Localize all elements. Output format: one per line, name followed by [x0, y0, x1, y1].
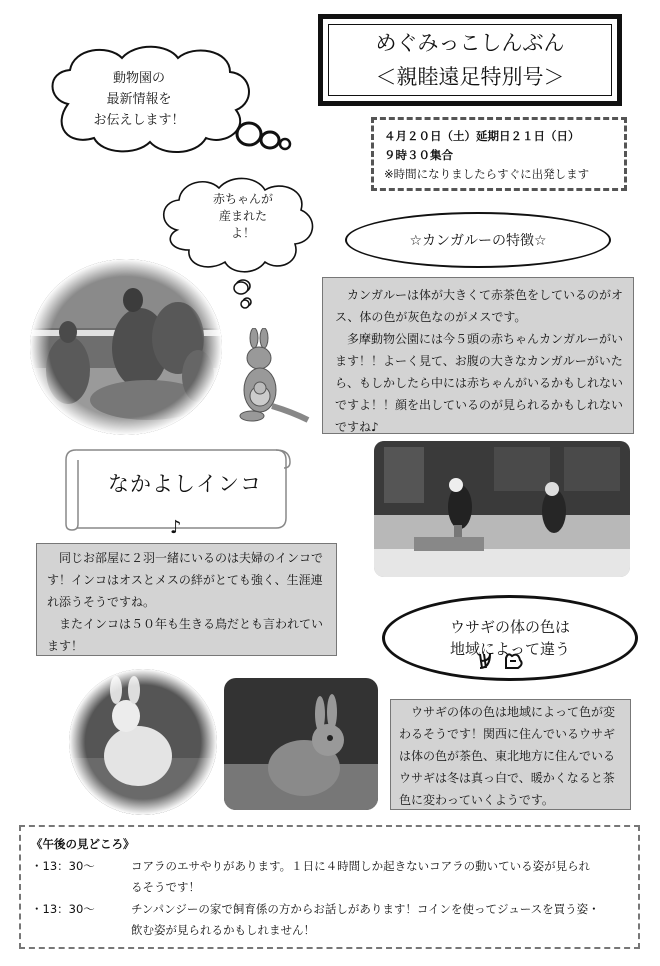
schedule-gather-time: ９時３０集合	[384, 148, 453, 162]
baby-line-2: 産まれた	[218, 209, 267, 223]
afternoon-item-1	[31, 856, 628, 878]
rabbit-emoji-icon	[476, 650, 526, 672]
kangaroo-heading: ☆カンガルーの特徴☆	[409, 233, 547, 249]
title-inner-frame	[328, 24, 612, 96]
rabbit-photo-white	[68, 668, 218, 816]
kangaroo-cartoon-icon	[232, 328, 310, 428]
baby-cloud-text	[195, 191, 291, 242]
newsletter-title-box	[318, 14, 622, 106]
baby-line-1: 赤ちゃんが	[212, 192, 273, 206]
intro-cloud-text	[64, 68, 214, 131]
afternoon-item-2-text: チンパンジーの家で飼育係の方からお話しがあります！コインを使ってジュースを買う姿・	[131, 901, 600, 916]
rabbit-heading-line-1: ウサギの体の色は	[449, 618, 570, 636]
rabbit-heading-line-2: 地域によって違う	[449, 640, 570, 658]
kangaroo-paragraph-1: カンガルーは体が大きくて赤茶色をしているのがオス、体の色が灰色なのがメスです。	[335, 288, 624, 324]
parrot-photo	[374, 441, 630, 577]
parrot-text-box	[36, 543, 337, 656]
baby-line-3: よ！	[230, 226, 255, 240]
thought-bubble-dots-icon	[230, 281, 260, 311]
newsletter-subtitle: ＜親睦遠足特別号＞	[375, 65, 565, 89]
parrot-heading: なかよしインコ	[108, 472, 262, 496]
kangaroo-text-box	[322, 277, 634, 434]
afternoon-heading: 《午後の見どころ》	[31, 837, 135, 851]
kangaroo-paragraph-2: 多摩動物公園には今５頭の赤ちゃんカンガルーがいます！！よーく見て、お腹の大きなカンガルーがいたら、もしかしたら中には赤ちゃんがいるかもしれないですよ！！顔を出しているのが見られるかもしれないですね♪	[335, 332, 624, 434]
intro-line-1: 動物園の	[112, 71, 165, 86]
afternoon-item-1-time: ・13：30～	[31, 858, 95, 873]
schedule-note: ※時間になりましたらすぐに出発します	[384, 167, 590, 181]
schedule-box	[371, 117, 627, 191]
afternoon-item-1-text: コアラのエサやりがあります。１日に４時間しか起きないコアラの動いている姿が見られ	[131, 858, 591, 873]
afternoon-item-1-text-cont: るそうです！	[131, 880, 200, 894]
music-note-icon: ♪	[170, 517, 182, 538]
parrot-paragraph-2: またインコは５０年も生きる鳥だとも言われています！	[47, 617, 324, 653]
rabbit-paragraph-1: ウサギの体の色は地域によって色が変わるそうです！関西に住んでいるウサギは体の色が茶色、東北地方に住んでいるウサギは冬は真っ白で、暖かくなると茶色に変わっていくようです。	[399, 705, 616, 807]
intro-line-3: お伝えします！	[93, 113, 185, 128]
rabbit-photo-brown	[224, 678, 378, 810]
afternoon-item-2-time: ・13：30～	[31, 901, 95, 916]
schedule-date: ４月２０日（土）延期日２１日（日）	[384, 129, 580, 143]
newsletter-title: めぐみっこしんぶん	[375, 31, 565, 55]
parrot-paragraph-1: 同じお部屋に２羽一緒にいるのは夫婦のインコです！インコはオスとメスの絆がとても強く、生涯連れ添うそうですね。	[47, 551, 324, 609]
afternoon-item-2-text-cont: 飲む姿が見られるかもしれません！	[131, 923, 315, 937]
rabbit-text-box	[390, 699, 631, 810]
kangaroo-heading-oval	[345, 212, 611, 268]
afternoon-highlights-box	[19, 825, 640, 949]
intro-line-2: 最新情報を	[106, 92, 172, 107]
afternoon-item-2	[31, 899, 628, 921]
kangaroo-photo	[28, 258, 224, 436]
